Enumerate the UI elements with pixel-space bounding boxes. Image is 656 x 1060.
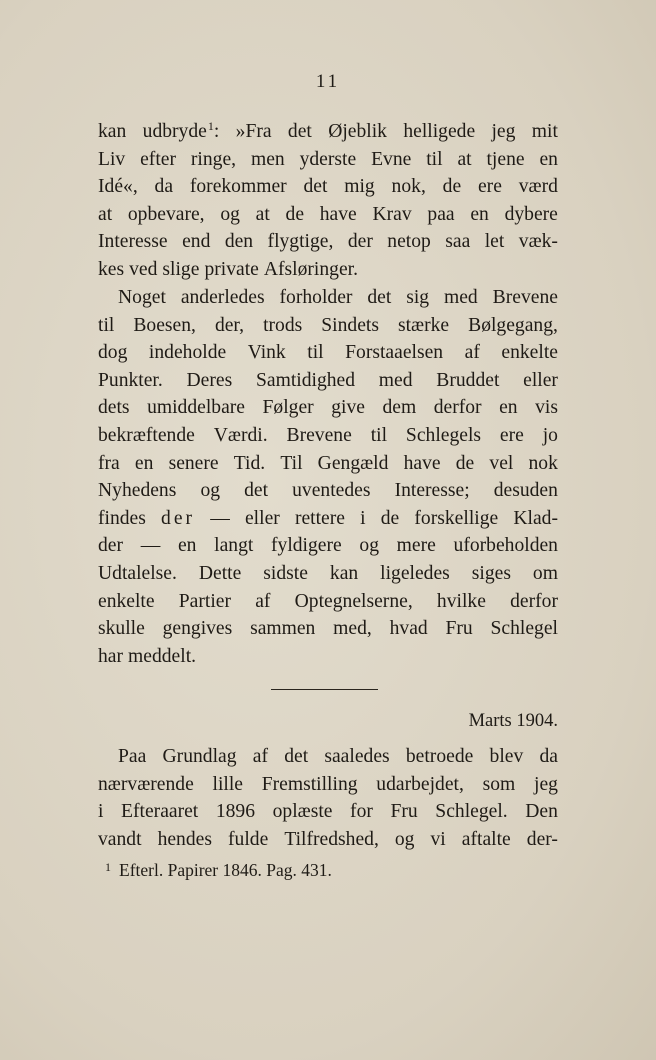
word: eller	[523, 369, 558, 391]
word: trods	[263, 314, 303, 336]
word: der,	[214, 314, 245, 336]
text-line	[98, 422, 558, 450]
text-line	[98, 284, 558, 312]
word: en	[177, 535, 197, 557]
word: at	[457, 148, 472, 170]
word: Den	[525, 801, 558, 823]
word: bekræftende	[98, 424, 195, 446]
word: opbevare,	[127, 203, 205, 225]
word: som	[482, 773, 516, 795]
word: meddelt.	[128, 645, 197, 667]
word: og	[220, 203, 240, 225]
word: jeg	[491, 121, 516, 142]
text-line	[98, 826, 558, 854]
word: Interesse;	[394, 480, 470, 502]
word: 1896	[215, 801, 256, 823]
text-line	[98, 146, 558, 174]
word: anderledes	[180, 287, 265, 308]
word: helligede	[403, 121, 476, 142]
paragraph-2	[98, 284, 558, 670]
word: uforbeholden	[453, 535, 558, 557]
word: Tid.	[233, 452, 266, 474]
word: fyldigere	[271, 535, 342, 557]
word: at	[255, 203, 270, 225]
word: mig	[344, 176, 375, 198]
word: Følger	[262, 397, 314, 419]
word: Fru	[445, 618, 473, 640]
word: da	[539, 746, 558, 767]
word: Idé«,	[98, 176, 138, 198]
word: oplæste	[272, 801, 333, 823]
word: Vink	[247, 342, 286, 364]
word: Afsløringer.	[263, 258, 358, 280]
word: der	[98, 535, 124, 557]
word: de	[380, 507, 400, 529]
word: ligeledes	[380, 562, 450, 584]
text-line	[98, 771, 558, 799]
word: Gengæld	[317, 452, 389, 474]
word: har	[98, 645, 124, 667]
word: af	[252, 746, 268, 767]
word: skulle	[98, 618, 145, 640]
word: hvad	[389, 618, 428, 640]
word: mere	[396, 535, 436, 557]
word: give	[331, 397, 365, 419]
word: indeholde	[148, 342, 227, 364]
word: Efteraaret	[121, 801, 199, 823]
word: dets	[98, 397, 130, 419]
footnote	[105, 858, 332, 884]
word: have	[319, 203, 357, 225]
word: end	[182, 231, 211, 253]
word: Tilfredshed,	[284, 828, 379, 850]
word: vis	[535, 397, 558, 419]
word: uventedes	[292, 480, 371, 502]
text-line	[98, 560, 558, 588]
word: med	[378, 369, 413, 391]
word: rettere	[294, 507, 345, 529]
dateline: Marts 1904.	[468, 711, 558, 731]
word: hendes	[157, 828, 212, 850]
word: Punkter.	[98, 369, 163, 391]
word: de	[442, 176, 462, 198]
word: Krav	[372, 203, 412, 225]
text-line	[98, 201, 558, 229]
word: og	[200, 480, 221, 502]
text-line	[98, 615, 558, 643]
word: —	[210, 507, 230, 529]
word: Fremstilling	[261, 773, 358, 795]
word: vi	[430, 828, 446, 850]
word: Optegnelserne,	[294, 590, 413, 612]
word: med,	[333, 618, 372, 640]
word: for	[350, 801, 373, 823]
word: en	[539, 148, 558, 170]
word: mit	[531, 121, 558, 142]
word: dybere	[504, 203, 558, 225]
word: ere	[499, 424, 524, 446]
word: Partier	[178, 590, 232, 612]
word: slige	[162, 258, 200, 280]
word: en	[470, 203, 489, 225]
word: saaledes	[324, 746, 390, 767]
word: Sindets	[321, 314, 379, 336]
word: Paa	[118, 746, 147, 767]
word: dog	[98, 342, 128, 364]
text-line	[98, 228, 558, 256]
word: der-	[526, 828, 558, 850]
word: væk-	[518, 231, 558, 253]
paragraph-3	[98, 743, 558, 853]
word: »Fra	[235, 121, 272, 142]
word: og	[359, 535, 379, 557]
word: stærke	[397, 314, 450, 336]
word: forskellige	[414, 507, 499, 529]
word: ringe,	[190, 148, 237, 170]
word: saa	[445, 231, 471, 253]
word: findes	[98, 507, 146, 529]
word: blev	[489, 746, 524, 767]
word: hvilke	[436, 590, 486, 612]
word: Grundlag	[162, 746, 237, 767]
word: den	[224, 231, 254, 253]
word: forekommer	[189, 176, 287, 198]
text-line	[98, 394, 558, 422]
word: Evne	[371, 148, 412, 170]
word: sig	[406, 287, 430, 308]
word: i	[98, 801, 104, 823]
word: yderste	[299, 148, 357, 170]
word: fra	[98, 452, 120, 474]
word: gengives	[162, 618, 233, 640]
word: derfor	[433, 397, 482, 419]
word: netop	[387, 231, 431, 253]
word: Værdi.	[213, 424, 268, 446]
word: kes	[98, 258, 125, 280]
word: om	[532, 562, 558, 584]
word: enkelte	[501, 342, 558, 364]
word: derfor	[510, 590, 558, 612]
word: til	[98, 314, 115, 336]
word: Bølgegang,	[468, 314, 558, 336]
word: Schlegel.	[435, 801, 508, 823]
word: langt	[214, 535, 254, 557]
word: enkelte	[98, 590, 155, 612]
word: siges	[471, 562, 511, 584]
word: de	[285, 203, 305, 225]
word: det	[287, 121, 312, 142]
word: forholder	[279, 287, 353, 308]
text-line	[98, 588, 558, 616]
page-number: 11	[315, 71, 341, 92]
text-line	[98, 312, 558, 340]
word: —	[140, 535, 161, 557]
word: det	[244, 480, 269, 502]
word: af	[255, 590, 271, 612]
word: Til	[280, 452, 303, 474]
text-line	[98, 743, 558, 771]
word: Bruddet	[436, 369, 500, 391]
word: let	[484, 231, 505, 253]
text-line	[98, 450, 558, 478]
word: af	[464, 342, 480, 364]
word: Boesen,	[133, 314, 196, 336]
section-divider	[271, 689, 378, 690]
word: det	[303, 176, 328, 198]
word: Brevene	[492, 287, 558, 308]
word: i	[360, 507, 366, 529]
word: Noget	[118, 287, 166, 308]
word: udarbejdet,	[376, 773, 464, 795]
word: lille	[212, 773, 243, 795]
word: Øjeblik	[328, 121, 387, 142]
word: sidste	[263, 562, 308, 584]
word: Deres	[186, 369, 233, 391]
word: umiddelbare	[147, 397, 246, 419]
word: en	[499, 397, 518, 419]
text-line	[98, 256, 558, 284]
text-line	[98, 367, 558, 395]
word: Forstaaelsen	[345, 342, 444, 364]
word: en	[134, 452, 154, 474]
word: til	[307, 342, 324, 364]
word: Liv	[98, 148, 126, 170]
word: nok	[528, 452, 558, 474]
word: Brevene	[286, 424, 352, 446]
word: til	[370, 424, 388, 446]
word: Samtidighed	[255, 369, 356, 391]
footnote-text: Efterl. Papirer 1846. Pag. 431.	[119, 860, 332, 880]
footnote-reference: 1	[207, 119, 214, 133]
word: desuden	[493, 480, 558, 502]
word: eller	[244, 507, 280, 529]
word: Interesse	[98, 231, 168, 253]
word: efter	[140, 148, 176, 170]
text-line	[98, 643, 558, 671]
word: flygtige,	[267, 231, 334, 253]
word: de	[455, 452, 475, 474]
text-line	[98, 477, 558, 505]
word: da	[154, 176, 174, 198]
word: senere	[168, 452, 219, 474]
word: kan	[329, 562, 359, 584]
word: Nyhedens	[98, 480, 177, 502]
word: dem	[382, 397, 417, 419]
text-line	[98, 173, 558, 201]
word: sammen	[250, 618, 316, 640]
word: men	[250, 148, 285, 170]
word: vandt	[98, 828, 142, 850]
word: ere	[477, 176, 502, 198]
word: Fru	[390, 801, 418, 823]
word: Dette	[198, 562, 242, 584]
word: at	[98, 203, 113, 225]
word: paa	[427, 203, 455, 225]
word: værd	[518, 176, 558, 198]
word: der	[347, 231, 373, 253]
word: Schlegel	[490, 618, 558, 640]
word: med	[444, 287, 478, 308]
word: tjene	[486, 148, 525, 170]
footnote-marker: 1	[105, 860, 111, 874]
word: udbryde$^1$:	[142, 119, 220, 142]
text-line	[98, 118, 558, 146]
word: Schlegels	[405, 424, 482, 446]
word: det	[367, 287, 392, 308]
word: vel	[489, 452, 514, 474]
word: Klad-	[513, 507, 558, 529]
word: Udtalelse.	[98, 562, 177, 584]
word: private	[204, 258, 259, 280]
text-line	[98, 505, 558, 533]
emphasized-word: der	[161, 507, 196, 529]
word: det	[284, 746, 309, 767]
word: nærværende	[98, 773, 194, 795]
word: kan	[98, 121, 127, 142]
word: have	[403, 452, 441, 474]
word: og	[394, 828, 415, 850]
word: aftalte	[461, 828, 511, 850]
word: ved	[129, 258, 158, 280]
word: nok,	[391, 176, 426, 198]
text-line	[98, 339, 558, 367]
word: betroede	[405, 746, 474, 767]
word: fulde	[228, 828, 269, 850]
text-line	[98, 532, 558, 560]
word: til	[426, 148, 443, 170]
word: jeg	[534, 773, 558, 795]
paragraph-1	[98, 118, 558, 284]
text-line	[98, 798, 558, 826]
word: jo	[542, 424, 558, 446]
